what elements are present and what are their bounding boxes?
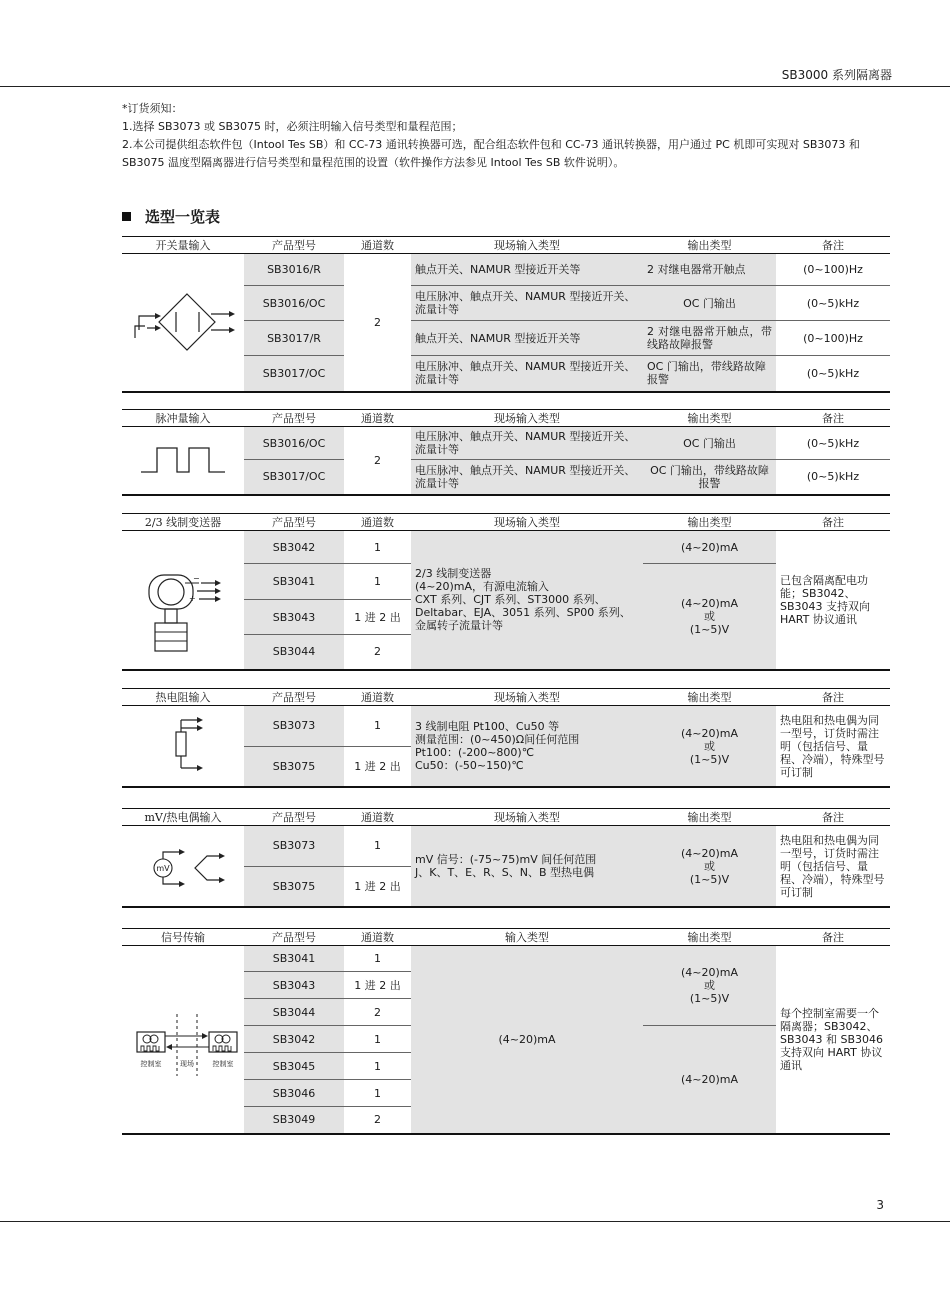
remark-cell: (0~5)kHz bbox=[776, 427, 890, 460]
header-rule bbox=[0, 86, 950, 87]
output-cell: (4~20)mA 或 (1~5)V bbox=[643, 826, 776, 908]
field-label: 现场 bbox=[180, 1060, 194, 1069]
model-cell: SB3016/R bbox=[244, 254, 344, 286]
col-remark: 备注 bbox=[776, 237, 890, 254]
model-cell: SB3044 bbox=[244, 999, 344, 1026]
model-cell: SB3043 bbox=[244, 972, 344, 999]
output-cell: 2 对继电器常开触点 bbox=[643, 254, 776, 286]
control-room-label-right: 控制室 bbox=[212, 1060, 234, 1069]
output-cell: (4~20)mA 或 (1~5)V bbox=[643, 564, 776, 670]
table-switch-input bbox=[122, 236, 890, 393]
output-cell: OC 门输出 bbox=[643, 286, 776, 321]
col-remark: 备注 bbox=[776, 929, 890, 946]
table-row bbox=[122, 427, 890, 460]
table-row bbox=[122, 826, 890, 867]
output-cell: OC 门输出，带线路故障报警 bbox=[643, 460, 776, 495]
category-header: 脉冲量输入 bbox=[122, 410, 244, 427]
pulse-wave-icon bbox=[122, 427, 244, 495]
model-cell: SB3044 bbox=[244, 635, 344, 670]
footer-rule bbox=[0, 1221, 950, 1222]
col-model: 产品型号 bbox=[244, 689, 344, 706]
notes-line-1: 1.选择 SB3073 或 SB3075 时，必须注明输入信号类型和量程范围； bbox=[122, 120, 463, 133]
output-cell: (4~20)mA bbox=[643, 531, 776, 564]
svg-text:+: + bbox=[189, 593, 196, 603]
field-input-cell: 3 线制电阻 Pt100、Cu50 等 测量范围：(0~450)Ω间任何范围 Pt100：(-200~800)℃ Cu50：(-50~150)℃ bbox=[411, 706, 643, 788]
col-model: 产品型号 bbox=[244, 809, 344, 826]
series-header: SB3000 系列隔离器 bbox=[781, 68, 892, 82]
model-cell: SB3016/OC bbox=[244, 427, 344, 460]
model-cell: SB3041 bbox=[244, 946, 344, 972]
ordering-notes bbox=[122, 100, 894, 172]
table-row bbox=[122, 706, 890, 747]
table-transmitter bbox=[122, 513, 890, 671]
table-row bbox=[122, 946, 890, 972]
model-cell: SB3016/OC bbox=[244, 286, 344, 321]
col-field-input: 现场输入类型 bbox=[411, 410, 643, 427]
col-output: 输出类型 bbox=[643, 237, 776, 254]
output-cell: OC 门输出，带线路故障报警 bbox=[643, 356, 776, 392]
col-model: 产品型号 bbox=[244, 514, 344, 531]
field-input-cell: 2/3 线制变送器 (4~20)mA，有源电流输入 CXT 系列、CJT 系列、ST3000 系列、Deltabar、EJA、3051 系列、SP00 系列、金属转子流量计等 bbox=[411, 531, 643, 670]
model-cell: SB3049 bbox=[244, 1107, 344, 1134]
channels-cell: 1 bbox=[344, 1026, 411, 1053]
table-rtd-input bbox=[122, 688, 890, 788]
model-cell: SB3075 bbox=[244, 866, 344, 907]
model-cell: SB3017/R bbox=[244, 321, 344, 356]
col-field-input: 现场输入类型 bbox=[411, 809, 643, 826]
channels-cell: 1 进 2 出 bbox=[344, 600, 411, 635]
remark-cell: 已包含隔离配电功能；SB3042、SB3043 支持双向 HART 协议通讯 bbox=[776, 531, 890, 670]
square-bullet-icon bbox=[122, 212, 131, 221]
col-field-input: 现场输入类型 bbox=[411, 237, 643, 254]
transmitter-icon bbox=[122, 531, 244, 670]
col-remark: 备注 bbox=[776, 514, 890, 531]
channels-cell: 1 进 2 出 bbox=[344, 972, 411, 999]
model-cell: SB3017/OC bbox=[244, 356, 344, 392]
channels-cell: 2 bbox=[344, 1107, 411, 1134]
col-output: 输出类型 bbox=[643, 929, 776, 946]
channels-cell: 1 bbox=[344, 564, 411, 600]
table-signal-transmission bbox=[122, 928, 890, 1135]
field-input-cell: 触点开关、NAMUR 型接近开关等 bbox=[411, 321, 643, 356]
remark-cell: (0~5)kHz bbox=[776, 286, 890, 321]
field-input-cell: mV 信号：(-75~75)mV 间任何范围 J、K、T、E、R、S、N、B 型热电偶 bbox=[411, 826, 643, 908]
channels-cell: 2 bbox=[344, 999, 411, 1026]
col-remark: 备注 bbox=[776, 809, 890, 826]
model-cell: SB3046 bbox=[244, 1080, 344, 1107]
table-row bbox=[122, 531, 890, 564]
rtd-resistor-icon bbox=[122, 706, 244, 788]
channels-cell: 1 bbox=[344, 706, 411, 747]
col-channels: 通道数 bbox=[344, 237, 411, 254]
field-input-cell: 电压脉冲、触点开关、NAMUR 型接近开关、流量计等 bbox=[411, 356, 643, 392]
notes-title: *订货须知： bbox=[122, 102, 183, 115]
category-header: 信号传输 bbox=[122, 929, 244, 946]
channels-cell: 1 bbox=[344, 826, 411, 867]
channels-cell: 2 bbox=[344, 427, 411, 495]
col-model: 产品型号 bbox=[244, 929, 344, 946]
model-cell: SB3041 bbox=[244, 564, 344, 600]
mv-meter-label: mV bbox=[156, 864, 170, 873]
signal-transmission-diagram bbox=[122, 946, 244, 1134]
channels-cell: 1 进 2 出 bbox=[344, 866, 411, 907]
model-cell: SB3075 bbox=[244, 746, 344, 787]
col-field-input: 现场输入类型 bbox=[411, 689, 643, 706]
section-title: 选型一览表 bbox=[122, 206, 220, 227]
output-cell: 2 对继电器常开触点，带线路故障报警 bbox=[643, 321, 776, 356]
col-remark: 备注 bbox=[776, 410, 890, 427]
thermocouple-icon bbox=[122, 826, 244, 908]
field-input-cell: 电压脉冲、触点开关、NAMUR 型接近开关、流量计等 bbox=[411, 460, 643, 495]
page-number: 3 bbox=[876, 1198, 884, 1212]
switch-input-icon bbox=[122, 254, 244, 392]
col-channels: 通道数 bbox=[344, 809, 411, 826]
col-output: 输出类型 bbox=[643, 689, 776, 706]
col-output: 输出类型 bbox=[643, 410, 776, 427]
remark-cell: 热电阻和热电偶为同一型号，订货时需注明（包括信号、量程、冷端），特殊型号可订制 bbox=[776, 826, 890, 908]
model-cell: SB3045 bbox=[244, 1053, 344, 1080]
model-cell: SB3017/OC bbox=[244, 460, 344, 495]
notes-line-2: 2.本公司提供组态软件包（Intool Tes SB）和 CC-73 通讯转换器可选，配合组态软件包和 CC-73 通讯转换器，用户通过 PC 机即可实现对 SB3073 和 SB3075 温度型隔离器进行信号类型和量程范围的设置（软件操作方法参见 Intool Tes SB 软件说明）。 bbox=[122, 138, 860, 169]
model-cell: SB3042 bbox=[244, 531, 344, 564]
remark-cell: (0~100)Hz bbox=[776, 321, 890, 356]
col-channels: 通道数 bbox=[344, 929, 411, 946]
channels-cell: 1 bbox=[344, 1053, 411, 1080]
col-output: 输出类型 bbox=[643, 514, 776, 531]
table-row bbox=[122, 254, 890, 286]
output-cell: (4~20)mA 或 (1~5)V bbox=[643, 706, 776, 788]
output-cell: (4~20)mA bbox=[643, 1026, 776, 1134]
col-channels: 通道数 bbox=[344, 410, 411, 427]
remark-cell: (0~100)Hz bbox=[776, 254, 890, 286]
col-input: 输入类型 bbox=[411, 929, 643, 946]
channels-cell: 2 bbox=[344, 635, 411, 670]
input-cell: (4~20)mA bbox=[411, 946, 643, 1134]
channels-cell: 2 bbox=[344, 254, 411, 392]
model-cell: SB3043 bbox=[244, 600, 344, 635]
col-field-input: 现场输入类型 bbox=[411, 514, 643, 531]
model-cell: SB3073 bbox=[244, 706, 344, 747]
col-remark: 备注 bbox=[776, 689, 890, 706]
channels-cell: 1 bbox=[344, 531, 411, 564]
field-input-cell: 电压脉冲、触点开关、NAMUR 型接近开关、流量计等 bbox=[411, 286, 643, 321]
remark-cell: (0~5)kHz bbox=[776, 356, 890, 392]
field-input-cell: 电压脉冲、触点开关、NAMUR 型接近开关、流量计等 bbox=[411, 427, 643, 460]
remark-cell: 每个控制室需要一个隔离器；SB3042、SB3043 和 SB3046 支持双向 HART 协议通讯 bbox=[776, 946, 890, 1134]
category-header: 开关量输入 bbox=[122, 237, 244, 254]
category-header: 2/3 线制变送器 bbox=[122, 514, 244, 531]
table-thermocouple-input bbox=[122, 808, 890, 908]
col-output: 输出类型 bbox=[643, 809, 776, 826]
remark-cell: 热电阻和热电偶为同一型号，订货时需注明（包括信号、量程、冷端），特殊型号可订制 bbox=[776, 706, 890, 788]
col-model: 产品型号 bbox=[244, 410, 344, 427]
remark-cell: (0~5)kHz bbox=[776, 460, 890, 495]
output-cell: (4~20)mA 或 (1~5)V bbox=[643, 946, 776, 1026]
control-room-label-left: 控制室 bbox=[140, 1060, 162, 1069]
output-cell: OC 门输出 bbox=[643, 427, 776, 460]
channels-cell: 1 bbox=[344, 1080, 411, 1107]
col-channels: 通道数 bbox=[344, 689, 411, 706]
field-input-cell: 触点开关、NAMUR 型接近开关等 bbox=[411, 254, 643, 286]
model-cell: SB3073 bbox=[244, 826, 344, 867]
channels-cell: 1 进 2 出 bbox=[344, 746, 411, 787]
svg-text:−: − bbox=[193, 573, 200, 583]
category-header: mV/热电偶输入 bbox=[122, 809, 244, 826]
table-pulse-input bbox=[122, 409, 890, 496]
col-model: 产品型号 bbox=[244, 237, 344, 254]
category-header: 热电阻输入 bbox=[122, 689, 244, 706]
col-channels: 通道数 bbox=[344, 514, 411, 531]
model-cell: SB3042 bbox=[244, 1026, 344, 1053]
channels-cell: 1 bbox=[344, 946, 411, 972]
